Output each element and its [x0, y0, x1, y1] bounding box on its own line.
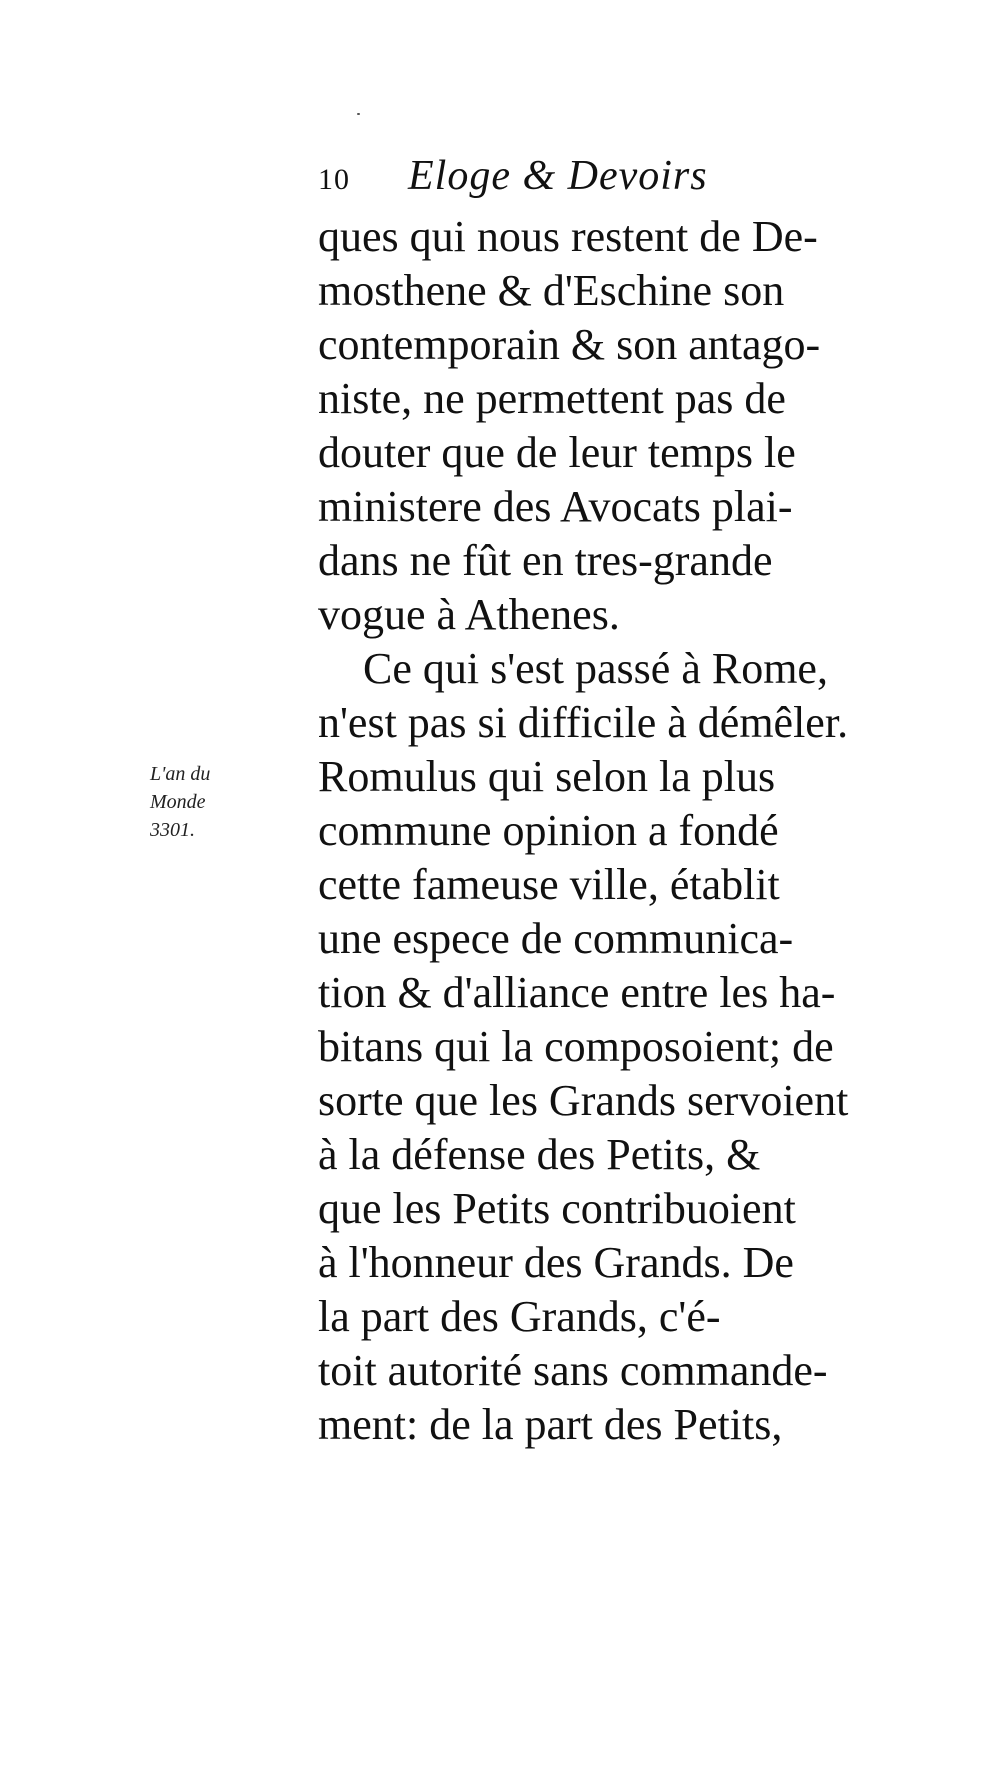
text-line: cette fameuse ville, établit	[318, 860, 780, 909]
page-header	[318, 152, 788, 206]
paragraph-start-line: Ce qui s'est passé à Rome,	[363, 644, 828, 693]
text-line: vogue à Athenes.	[318, 590, 620, 639]
running-title: Eloge & Devoirs	[408, 153, 708, 199]
text-line: toit autorité sans commande-	[318, 1346, 828, 1395]
body-text	[318, 210, 918, 1452]
ink-speck	[357, 113, 360, 115]
margin-note-line: Monde	[150, 791, 206, 813]
text-line: que les Petits contribuoient	[318, 1184, 796, 1233]
text-line: à l'honneur des Grands. De	[318, 1238, 794, 1287]
text-line: douter que de leur temps le	[318, 428, 796, 477]
margin-note-line: 3301.	[150, 819, 195, 841]
text-line: une espece de communica-	[318, 914, 794, 963]
text-line: commune opinion a fondé	[318, 806, 779, 855]
text-line: tion & d'alliance entre les ha-	[318, 968, 836, 1017]
text-line: Romulus qui selon la plus	[318, 752, 776, 801]
text-line: n'est pas si difficile à démêler.	[318, 698, 849, 747]
text-line: bitans qui la composoient; de	[318, 1022, 834, 1071]
text-line: ques qui nous restent de De-	[318, 212, 818, 261]
text-line: sorte que les Grands servoient	[318, 1076, 849, 1125]
margin-note-line: L'an du	[150, 763, 211, 785]
text-line: dans ne fût en tres-grande	[318, 536, 773, 585]
text-line: ment: de la part des Petits,	[318, 1400, 783, 1449]
text-line: à la défense des Petits, &	[318, 1130, 761, 1179]
text-line: la part des Grands, c'é-	[318, 1292, 721, 1341]
page-number: 10	[318, 163, 350, 196]
margin-note	[150, 760, 300, 844]
text-line: mosthene & d'Eschine son	[318, 266, 785, 315]
text-line: niste, ne permettent pas de	[318, 374, 786, 423]
text-line: ministere des Avocats plai-	[318, 482, 793, 531]
text-line: contemporain & son antago-	[318, 320, 821, 369]
